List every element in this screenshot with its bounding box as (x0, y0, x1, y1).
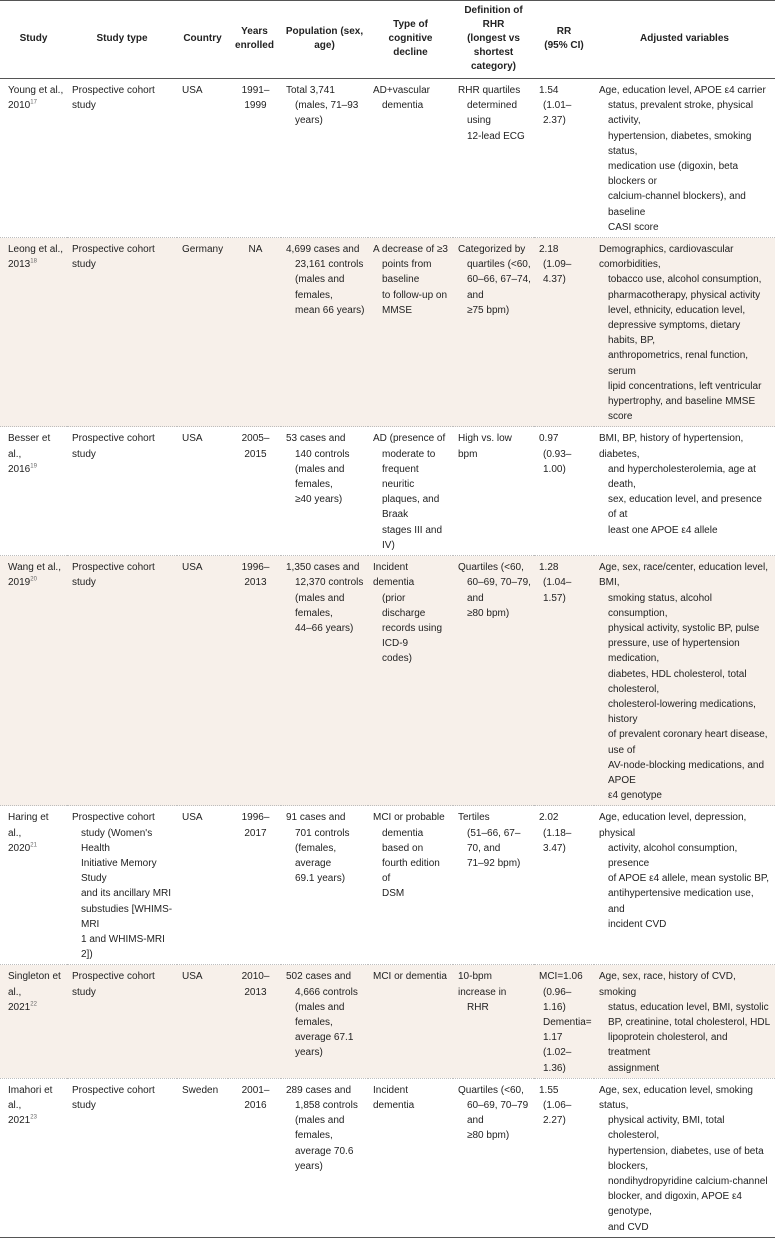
cell-adjusted-variables-line: ε4 genotype (608, 790, 662, 802)
cell-rr (534, 806, 594, 965)
cell-years-enrolled: 1996–2017 (241, 812, 270, 839)
cell-rr (534, 79, 594, 238)
cell-adjusted-variables-line: lipoprotein cholesterol, and treatment (608, 1032, 728, 1059)
study-year-line (8, 257, 64, 272)
reference-number: 23 (30, 1114, 37, 1121)
cell-adjusted-variables-line: least one APOE ε4 allele (608, 524, 718, 536)
cell-rhr-definition-line: RHR (467, 1001, 489, 1013)
cell-population (281, 965, 368, 1078)
cell-adjusted-variables-line: smoking status, alcohol consumption, (608, 592, 712, 619)
cell-study-type-line: Prospective cohort study (72, 971, 155, 998)
cell-rhr-definition-line: 60–69, 70–79, and (467, 577, 531, 604)
cell-cognitive-decline-line: points from baseline (382, 259, 432, 286)
reference-number: 21 (30, 842, 37, 849)
cell-adjusted-variables-line: sex, education level, and presence of at (608, 494, 762, 521)
cell-study (0, 427, 67, 556)
cell-years-enrolled: NA (248, 244, 263, 256)
cell-cognitive-decline (368, 806, 453, 965)
cell-adjusted-variables-line: hypertension, diabetes, smoking status, (608, 130, 752, 157)
cell-population (281, 1078, 368, 1237)
cell-population-line: mean 66 years) (295, 304, 365, 316)
cell-rr-line: (1.02–1.36) (543, 1047, 572, 1074)
cell-adjusted-variables-line: calcium-channel blockers), and baseline (608, 191, 746, 218)
cell-cognitive-decline (368, 427, 453, 556)
reference-number: 22 (30, 1001, 37, 1008)
cell-adjusted-variables (594, 238, 775, 427)
cell-population-line: (females, average (295, 842, 337, 869)
cell-rr (534, 238, 594, 427)
cell-adjusted-variables (594, 806, 775, 965)
cell-rr-line: 1.28 (539, 562, 559, 574)
cell-rhr-definition-line: 60–69, 70–79 and (467, 1100, 529, 1127)
cell-years-enrolled: 2001–2016 (241, 1084, 270, 1111)
cell-population (281, 556, 368, 806)
cell-cognitive-decline-line: Incident dementia (373, 1084, 415, 1111)
reference-number: 17 (30, 99, 37, 106)
cell-country: Germany (182, 244, 224, 256)
cell-population-line: 69.1 years) (295, 873, 346, 885)
study-year: 2021 (8, 1115, 31, 1127)
cell-adjusted-variables-line: medication use (digoxin, beta blockers or (608, 161, 739, 188)
cell-study-type (67, 427, 177, 556)
cell-adjusted-variables-line: blocker, and digoxin, APOE ε4 genotype, (608, 1191, 742, 1218)
cell-rhr-definition (453, 965, 534, 1078)
study-author: Leong et al., (8, 244, 64, 256)
cell-rr-line: 0.97 (539, 433, 559, 445)
study-year-line (8, 98, 64, 113)
cell-adjusted-variables-line: activity, alcohol consumption, presence (608, 842, 738, 869)
cell-adjusted-variables-line: and hypercholesterolemia, age at death, (608, 463, 756, 491)
cell-study (0, 238, 67, 427)
cell-population-line: Total 3,741 (286, 85, 335, 96)
cell-cognitive-decline-line: (prior discharge (382, 592, 426, 619)
cell-adjusted-variables-line: lipid concentrations, left ventricular (608, 380, 762, 392)
cell-cognitive-decline-line: MCI or dementia (373, 971, 447, 983)
cell-adjusted-variables-line: pharmacotherapy, physical activity (608, 289, 761, 301)
cell-study-type-line: Prospective cohort study (72, 433, 155, 460)
cell-study-type-line: substudies [WHIMS-MRI (81, 903, 173, 930)
study-author: Haring et al., (8, 812, 49, 839)
cell-cognitive-decline (368, 238, 453, 427)
cell-rhr-definition (453, 427, 534, 556)
cell-adjusted-variables (594, 965, 775, 1078)
table-row (0, 79, 775, 238)
cell-population-line: 12,370 controls (295, 577, 364, 589)
cell-population-line: (males and females, (295, 274, 345, 301)
study-year-line (8, 575, 64, 590)
header-population: Population (sex, age) (285, 26, 364, 51)
cell-cognitive-decline-line: Incident dementia (373, 562, 415, 589)
cell-rhr-definition-line: determined using (467, 100, 518, 127)
cell-years-enrolled: 1996–2013 (241, 562, 270, 589)
cell-cognitive-decline (368, 79, 453, 238)
study-year: 2016 (8, 463, 31, 475)
cell-adjusted-variables-line: and CVD (608, 1221, 649, 1233)
cell-population-line: average 70.6 years) (295, 1145, 354, 1172)
cell-rr-line: 1.54 (539, 85, 559, 96)
table-row (0, 965, 775, 1078)
cell-rhr-definition-line: 71–92 bpm) (467, 857, 521, 869)
study-year: 2021 (8, 1001, 31, 1013)
cell-adjusted-variables-line: status, education level, BMI, systolic (608, 1001, 769, 1013)
cell-adjusted-variables-line: hypertrophy, and baseline MMSE score (608, 396, 756, 423)
cell-rr-line: (1.01–2.37) (543, 100, 572, 127)
cell-study (0, 79, 67, 238)
cell-rhr-definition-line: RHR quartiles (458, 85, 521, 96)
cell-cognitive-decline-line: stages III and IV) (382, 524, 443, 551)
cell-population-line: 502 cases and (286, 971, 352, 983)
cell-adjusted-variables-line: anthropometrics, renal function, serum (608, 350, 749, 377)
study-year: 2010 (8, 100, 31, 112)
cell-study-type-line: 1 and WHIMS-MRI 2]) (81, 933, 165, 961)
cell-rhr-definition (453, 806, 534, 965)
cell-adjusted-variables-line: nondihydropyridine calcium-channel (608, 1176, 768, 1188)
cell-cognitive-decline (368, 556, 453, 806)
cell-adjusted-variables (594, 427, 775, 556)
cell-adjusted-variables (594, 556, 775, 806)
header-study: Study (19, 33, 48, 44)
cell-rhr-definition-line: Quartiles (<60, (458, 1084, 524, 1096)
cell-study-type (67, 556, 177, 806)
table-row (0, 238, 775, 427)
header-study-type: Study type (96, 33, 148, 44)
cell-cognitive-decline-line: plaques, and Braak (382, 494, 440, 521)
cell-rr-line: (1.18–3.47) (543, 827, 572, 854)
cell-adjusted-variables-line: Age, sex, education level, smoking status, (599, 1084, 753, 1111)
cell-population-line: (males and females, (295, 463, 345, 491)
cell-years-enrolled: 1991–1999 (241, 85, 270, 112)
cell-adjusted-variables (594, 1078, 775, 1237)
cell-rhr-definition-line: Tertiles (458, 812, 490, 824)
cell-cognitive-decline-line: codes) (382, 653, 413, 665)
header-years-enrolled: Years enrolled (235, 26, 274, 51)
cell-population-line: 140 controls (295, 448, 350, 460)
cell-adjusted-variables-line: cholesterol-lowering medications, history (608, 698, 756, 726)
cell-rr-line: (1.09–4.37) (543, 259, 572, 286)
cell-adjusted-variables-line: assignment (608, 1062, 660, 1074)
cell-population-line: 91 cases and (286, 812, 346, 824)
table-body (0, 79, 775, 1238)
cell-study (0, 1078, 67, 1237)
cell-rr (534, 965, 594, 1078)
cell-cognitive-decline-line: MCI or probable (373, 812, 445, 824)
cell-adjusted-variables-line: antihypertensive medication use, and (608, 888, 754, 915)
cell-study (0, 556, 67, 806)
study-year: 2020 (8, 842, 31, 854)
cell-adjusted-variables-line: diabetes, HDL cholesterol, total cholesterol, (608, 668, 747, 695)
cell-rr-line: MCI=1.06 (539, 971, 583, 983)
study-author: Besser et al., (8, 433, 51, 460)
cell-rr-line: 1.55 (539, 1084, 559, 1096)
table-row (0, 556, 775, 806)
cell-rhr-definition-line: 10-bpm increase in (458, 971, 507, 998)
cell-adjusted-variables-line: pressure, use of hypertension medication, (608, 638, 740, 665)
cell-adjusted-variables-line: incident CVD (608, 918, 667, 930)
cell-population-line: 1,858 controls (295, 1100, 358, 1111)
cell-population-line: (males and females, (295, 1001, 345, 1028)
cell-country: USA (182, 971, 203, 983)
header-rr: RR (95% CI) (544, 26, 584, 51)
cell-cognitive-decline-line: dementia (382, 100, 424, 112)
cell-cognitive-decline-line: fourth edition of (382, 857, 440, 885)
cell-population-line: 44–66 years) (295, 622, 354, 634)
cell-rhr-definition (453, 556, 534, 806)
cell-rhr-definition-line: 60–66, 67–74, and (467, 274, 531, 301)
study-year: 2013 (8, 259, 31, 271)
cell-population-line: 53 cases and (286, 433, 346, 445)
cell-study-type (67, 1078, 177, 1237)
study-author: Wang et al., (8, 562, 61, 574)
cell-study-type (67, 965, 177, 1078)
table-row (0, 1078, 775, 1237)
study-author: Young et al., (8, 85, 64, 96)
cell-adjusted-variables-line: level, ethnicity, education level, (608, 304, 746, 316)
table-row (0, 427, 775, 556)
cell-rhr-definition-line: High vs. low bpm (458, 433, 512, 460)
header-rhr-definition: Definition of RHR (longest vs shortest category) (464, 5, 523, 72)
cell-adjusted-variables-line: Age, sex, race, history of CVD, smoking (599, 971, 736, 998)
cell-cognitive-decline-line: moderate to (382, 448, 436, 460)
cell-adjusted-variables-line: Demographics, cardiovascular comorbidities, (599, 244, 734, 271)
cell-cognitive-decline (368, 965, 453, 1078)
cell-rhr-definition-line: (51–66, 67–70, and (467, 827, 521, 854)
study-author: Imahori et al., (8, 1084, 53, 1111)
cell-rhr-definition (453, 79, 534, 238)
cell-study-type-line: study (Women's Health (81, 827, 153, 854)
cell-rr-line: (0.96–1.16) (543, 986, 572, 1013)
cell-adjusted-variables-line: hypertension, diabetes, use of beta blockers, (608, 1145, 764, 1172)
cell-rr-line: 2.18 (539, 244, 559, 256)
cell-rhr-definition-line: 12-lead ECG (467, 130, 525, 142)
header-country: Country (183, 33, 222, 44)
cell-rhr-definition-line: Categorized by (458, 244, 526, 256)
cell-rr-line: (1.04–1.57) (543, 577, 572, 604)
cell-study-type-line: Prospective cohort study (72, 1084, 155, 1111)
cell-population-line: ≥40 years) (295, 494, 343, 506)
cell-population-line: (males and females, (295, 1115, 345, 1142)
study-year: 2019 (8, 577, 31, 589)
cell-rhr-definition (453, 238, 534, 427)
cell-study-type-line: Initiative Memory Study (81, 857, 157, 885)
cell-population-line: 289 cases and (286, 1084, 352, 1096)
cell-cognitive-decline-line: AD (presence of (373, 433, 446, 445)
cell-cognitive-decline-line: DSM (382, 888, 405, 900)
study-year-line (8, 1000, 64, 1015)
cell-years-enrolled: 2005–2015 (241, 433, 270, 460)
cell-population (281, 427, 368, 556)
study-year-line (8, 1113, 64, 1128)
study-year-line (8, 841, 64, 856)
cell-adjusted-variables-line: of APOE ε4 allele, mean systolic BP, (608, 873, 770, 885)
header-cognitive-decline: Type of cognitive decline (388, 19, 433, 58)
cell-adjusted-variables-line: depressive symptoms, dietary habits, BP, (608, 320, 741, 347)
cell-study-type-line: Prospective cohort (72, 812, 155, 824)
header-adjusted-variables: Adjusted variables (640, 33, 729, 44)
cell-adjusted-variables-line: physical activity, systolic BP, pulse (608, 622, 760, 634)
cell-adjusted-variables-line: tobacco use, alcohol consumption, (608, 274, 762, 286)
cell-adjusted-variables-line: Age, education level, depression, physical (599, 812, 747, 839)
study-author: Singleton et al., (8, 971, 61, 998)
cell-study-type-line: and its ancillary MRI (81, 888, 172, 900)
cell-adjusted-variables (594, 79, 775, 238)
cell-population-line: 23,161 controls (295, 259, 364, 271)
cell-adjusted-variables-line: AV-node-blocking medications, and APOE (608, 759, 765, 786)
cell-population-line: 701 controls (295, 827, 350, 839)
cell-adjusted-variables-line: of prevalent coronary heart disease, use of (608, 729, 768, 756)
cell-rr-line: Dementia= (543, 1016, 592, 1028)
cell-cognitive-decline (368, 1078, 453, 1237)
reference-number: 18 (30, 258, 37, 265)
study-year-line (8, 462, 64, 477)
cell-rhr-definition-line: ≥75 bpm) (467, 304, 510, 316)
cell-country: USA (182, 562, 203, 574)
cell-adjusted-variables-line: BMI, BP, history of hypertension, diabetes, (599, 433, 744, 460)
cell-study (0, 965, 67, 1078)
cell-adjusted-variables-line: BP, creatinine, total cholesterol, HDL (608, 1016, 771, 1028)
cell-cognitive-decline-line: records using ICD-9 (382, 622, 443, 650)
cell-cognitive-decline-line: to follow-up on (382, 289, 448, 301)
cell-population-line: (males and females, (295, 592, 345, 619)
cell-country: Sweden (182, 1084, 219, 1096)
cell-adjusted-variables-line: physical activity, BMI, total cholesterol, (608, 1115, 725, 1142)
cell-cognitive-decline-line: MMSE (382, 304, 412, 316)
cell-rhr-definition-line: ≥80 bpm) (467, 1130, 510, 1142)
cell-rr-line: 2.02 (539, 812, 559, 824)
cell-population-line: average 67.1 years) (295, 1032, 354, 1059)
cell-adjusted-variables-line: status, prevalent stroke, physical activity, (608, 100, 754, 127)
cell-country: USA (182, 85, 203, 96)
cell-adjusted-variables-line: Age, education level, APOE ε4 carrier (599, 85, 766, 96)
cell-adjusted-variables-line: Age, sex, race/center, education level, BMI, (599, 562, 768, 589)
cell-cognitive-decline-line: AD+vascular (373, 85, 430, 96)
cell-rhr-definition-line: quartiles (<60, (467, 259, 531, 271)
cell-rhr-definition-line: Quartiles (<60, (458, 562, 524, 574)
cell-population-line: (males, 71–93 years) (295, 100, 359, 127)
cell-rhr-definition (453, 1078, 534, 1237)
cell-rr-line: (0.93–1.00) (543, 448, 572, 475)
cell-population (281, 238, 368, 427)
cell-rr (534, 1078, 594, 1237)
table-header (0, 1, 775, 79)
cell-study-type-line: Prospective cohort study (72, 85, 155, 112)
cell-rhr-definition-line: ≥80 bpm) (467, 607, 510, 619)
cell-study (0, 806, 67, 965)
cell-population-line: 4,666 controls (295, 986, 358, 998)
cell-years-enrolled: 2010–2013 (241, 971, 270, 998)
reference-number: 19 (30, 463, 37, 470)
cell-population-line: 1,350 cases and (286, 562, 360, 574)
cell-rr (534, 427, 594, 556)
cell-study-type-line: Prospective cohort study (72, 562, 155, 589)
cell-study-type (67, 806, 177, 965)
reference-number: 20 (30, 576, 37, 583)
cell-cognitive-decline-line: frequent neuritic (382, 463, 419, 491)
cell-population (281, 79, 368, 238)
cell-rr (534, 556, 594, 806)
cell-study-type-line: Prospective cohort study (72, 244, 155, 271)
cell-cognitive-decline-line: A decrease of ≥3 (373, 244, 448, 256)
cell-cognitive-decline-line: dementia based on (382, 827, 424, 854)
cell-rr-line: (1.06–2.27) (543, 1100, 572, 1127)
cell-study-type (67, 238, 177, 427)
cell-rr-line: 1.17 (543, 1032, 563, 1044)
cell-country: USA (182, 812, 203, 824)
cell-country: USA (182, 433, 203, 445)
table-row (0, 806, 775, 965)
cell-population-line: 4,699 cases and (286, 244, 360, 256)
cell-study-type (67, 79, 177, 238)
cell-population (281, 806, 368, 965)
cell-adjusted-variables-line: CASI score (608, 221, 659, 233)
